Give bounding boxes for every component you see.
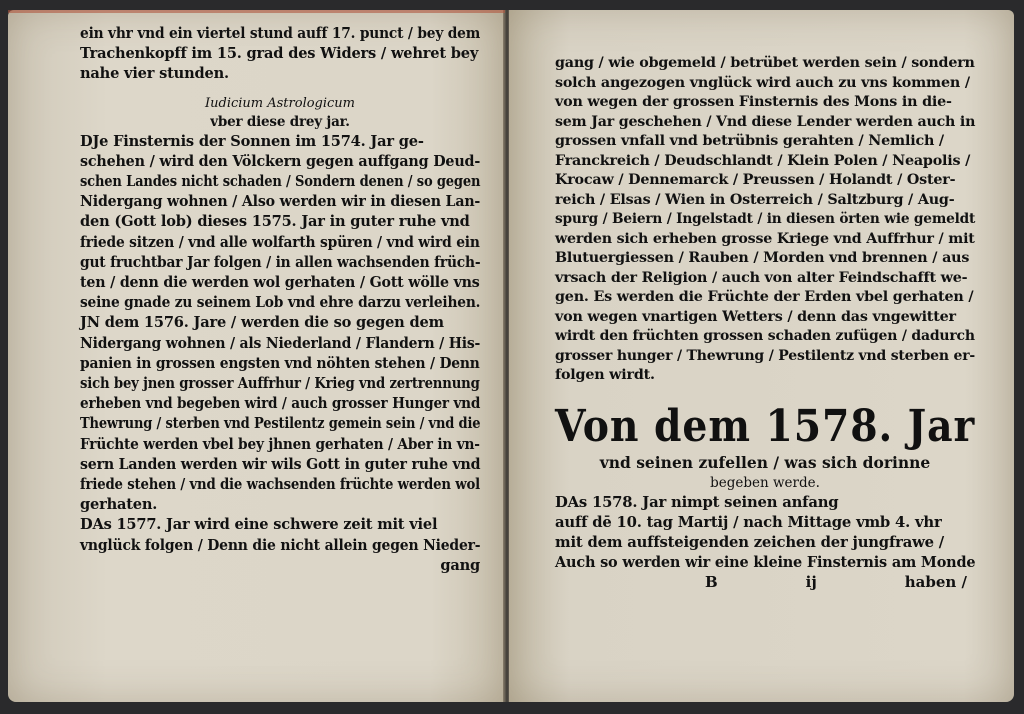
text-line: gen. Es werden die Früchte der Erden vbel gerhaten / [555, 289, 974, 305]
section-subtitle: vber diese drey jar. [210, 113, 350, 130]
paragraph-1578 [555, 493, 975, 573]
section-heading: Von dem 1578. Jar [555, 400, 976, 452]
text-line: seine gnade zu seinem Lob vnd ehre darzu verleihen. [80, 294, 481, 312]
right-text-block [555, 54, 975, 591]
text-line: DAs 1578. Jar nimpt seinen anfang [555, 493, 839, 511]
text-line: solch angezogen vnglück wird auch zu vns kommen / [555, 74, 970, 91]
text-line: Thewrung / sterben vnd Pestilentz gemein sein / vnd die [80, 415, 481, 433]
text-line: spurg / Beiern / Ingelstadt / in diesen örten wie gemeldt [555, 211, 976, 227]
text-line: Nidergang wohnen / Also werden wir in diesen Lan- [80, 193, 481, 211]
signature-line [555, 573, 975, 591]
text-line: wirdt den früchten grossen schaden zufügen / dadurch [555, 328, 975, 344]
text-line: sem Jar geschehen / Vnd diese Lender werden auch in [555, 113, 976, 130]
text-line: ein vhr vnd ein viertel stund auff 17. punct / bey dem [80, 25, 481, 42]
text-line: schen Landes nicht schaden / Sondern denen / so gegen [80, 173, 481, 191]
text-line: werden sich erheben grosse Kriege vnd Auffrhur / mit [555, 230, 975, 247]
text-line: Franckreich / Deudschlandt / Klein Polen / Neapolis / [555, 152, 971, 169]
text-line: vnglück folgen / Denn die nicht allein gegen Nieder- [80, 536, 481, 554]
text-line: Auch so werden wir eine kleine Finsternis am Monde [555, 553, 976, 571]
text-line: reich / Elsas / Wien in Osterreich / Saltzburg / Aug- [555, 191, 955, 208]
left-page [8, 10, 505, 702]
text-line: grossen vnfall vnd betrübnis gerahten / Nemlich / [555, 133, 944, 149]
text-line: schehen / wird den Völckern gegen auffgang Deud- [80, 152, 481, 170]
text-line: vrsach der Religion / auch von alter Feindschafft we- [555, 269, 968, 286]
catchword: gang [440, 556, 480, 574]
text-line: von wegen der grossen Finsternis des Mons in die- [555, 94, 952, 110]
text-line: Blutuergiessen / Rauben / Morden vnd brennen / aus [555, 250, 970, 266]
text-line: erheben vnd begeben wird / auch grosser Hunger vnd [80, 395, 481, 413]
text-line: gerhaten. [80, 496, 158, 514]
paragraph-1574 [80, 132, 480, 314]
signature-number: ij [805, 572, 817, 591]
text-line: DAs 1577. Jar wird eine schwere zeit mit viel [80, 516, 438, 534]
text-line: grosser hunger / Thewrung / Pestilentz vnd sterben er- [555, 347, 976, 364]
paragraph-1577 [80, 515, 480, 555]
signature-mark: B [705, 572, 718, 591]
text-line: panien in grossen engsten vnd nöhten stehen / Denn [80, 354, 480, 372]
section-subheading-2: begeben werde. [710, 474, 820, 491]
text-line: sern Landen werden wir wils Gott in guter ruhe vnd [80, 455, 481, 473]
text-line: von wegen vnartigen Wetters / denn das vngewitter [555, 308, 956, 325]
text-line: DJe Finsternis der Sonnen im 1574. Jar ge- [80, 132, 424, 150]
text-line: mit dem auffsteigenden zeichen der jungfrawe / [555, 533, 945, 551]
text-line: gang / wie obgemeld / betrübet werden sein / sondern [555, 55, 975, 71]
text-line: friede stehen / vnd die wachsenden früchte werden wol [80, 476, 481, 494]
text-line: folgen wirdt. [555, 367, 655, 383]
text-line: Nidergang wohnen / als Niederland / Flandern / His- [80, 334, 481, 352]
paragraph-continuation [555, 54, 975, 386]
text-line: Trachenkopff im 15. grad des Widers / wehret bey [80, 45, 479, 63]
page-edge [8, 10, 505, 13]
text-line: ten / denn die werden wol gerhaten / Gott wölle vns [80, 274, 480, 292]
paragraph-1576 [80, 313, 480, 515]
text-line: Krocaw / Dennemarck / Preussen / Holandt / Oster- [555, 172, 956, 188]
section-title-latin: Iudicium Astrologicum [204, 95, 356, 111]
text-line: sich bey jnen grosser Auffrhur / Krieg vnd zertrennung [80, 375, 480, 393]
section-subheading: vnd seinen zufellen / was sich dorinne [599, 452, 931, 472]
text-line: auff dē 10. tag Martij / nach Mittage vmb 4. vhr [555, 513, 942, 531]
catchword: haben / [904, 572, 967, 591]
right-page [509, 10, 1014, 702]
text-line: JN dem 1576. Jare / werden die so gegen dem [80, 314, 444, 332]
text-line: nahe vier stunden. [80, 65, 229, 83]
text-line: friede sitzen / vnd alle wolfarth spüren / vnd wird ein [80, 233, 480, 251]
text-line: den (Gott lob) dieses 1575. Jar in guter ruhe vnd [80, 213, 470, 231]
text-line: Früchte werden vbel bey jhnen gerhaten / Aber in vn- [80, 435, 480, 453]
left-top-lines [80, 24, 480, 85]
left-text-block [80, 24, 480, 576]
text-line: gut fruchtbar Jar folgen / in allen wachsenden früch- [80, 253, 481, 271]
